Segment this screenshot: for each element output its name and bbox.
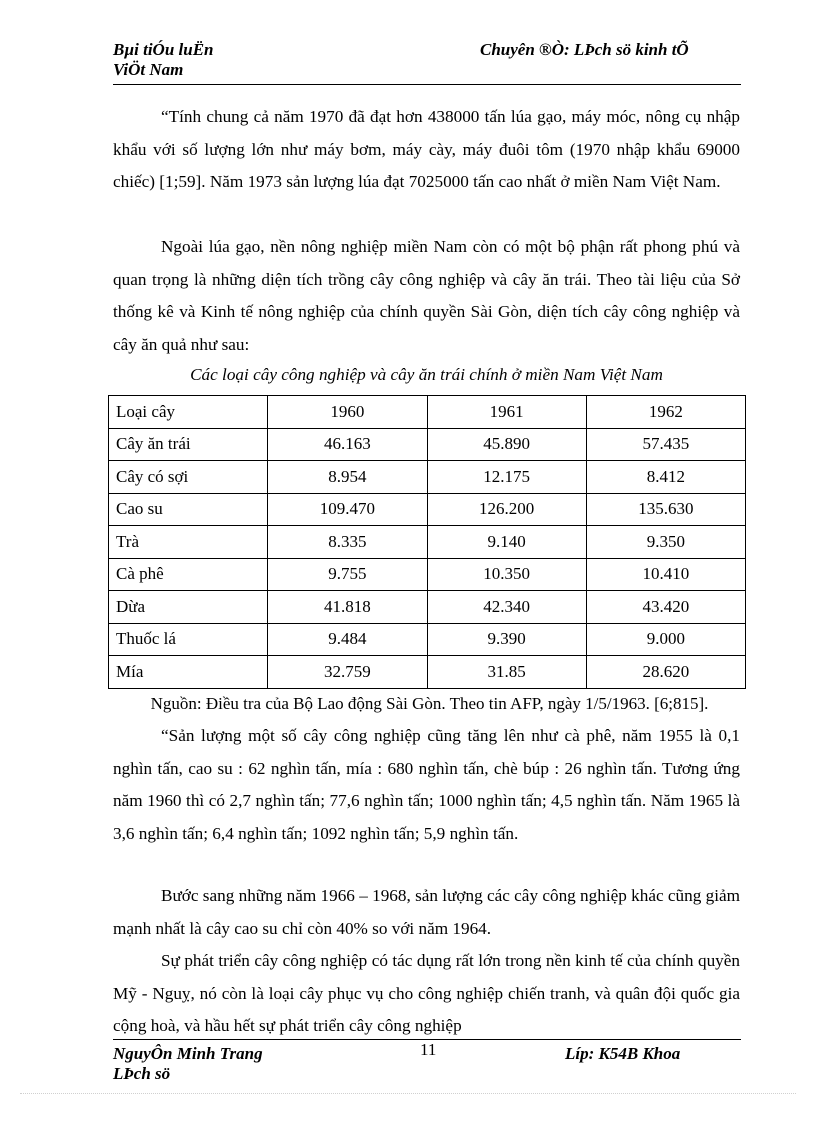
table-cell: Cao su bbox=[109, 493, 268, 526]
table-cell: 32.759 bbox=[268, 656, 427, 689]
table-cell: 46.163 bbox=[268, 428, 427, 461]
table-cell: 45.890 bbox=[427, 428, 586, 461]
table-header-row bbox=[109, 396, 746, 429]
table-cell: 28.620 bbox=[586, 656, 745, 689]
table-cell: 109.470 bbox=[268, 493, 427, 526]
table-cell: 135.630 bbox=[586, 493, 745, 526]
header-right: Chuyên ®Ò: LÞch sö kinh tÕ bbox=[480, 40, 689, 59]
paragraph-4: Bước sang những năm 1966 – 1968, sản lượng các cây công nghiệp khác cũng giảm mạnh nhất là cây cao su chỉ còn 40% so với năm 1964. bbox=[113, 886, 740, 938]
table-cell: 43.420 bbox=[586, 591, 745, 624]
table-cell: 12.175 bbox=[427, 461, 586, 494]
table-cell: 8.412 bbox=[586, 461, 745, 494]
table-cell: Cà phê bbox=[109, 558, 268, 591]
table-cell: 31.85 bbox=[427, 656, 586, 689]
table-header-cell: 1962 bbox=[586, 396, 745, 429]
footer-class: Líp: K54B Khoa bbox=[565, 1044, 681, 1063]
header-left-line1: Bµi tiÓu luËn bbox=[113, 40, 214, 59]
table-header-cell: Loại cây bbox=[109, 396, 268, 429]
table-header-cell: 1961 bbox=[427, 396, 586, 429]
crop-area-table bbox=[108, 395, 746, 689]
table-cell: 9.140 bbox=[427, 526, 586, 559]
footer-left bbox=[113, 1044, 263, 1084]
table-cell: Dừa bbox=[109, 591, 268, 624]
table-cell: 9.000 bbox=[586, 623, 745, 656]
table-row bbox=[109, 493, 746, 526]
table-cell: 9.350 bbox=[586, 526, 745, 559]
table-row bbox=[109, 461, 746, 494]
footer-subject: LÞch sö bbox=[113, 1064, 171, 1083]
paragraph-5: Sự phát triển cây công nghiệp có tác dụng rất lớn trong nền kinh tế của chính quyền Mỹ - Nguỵ, nó còn là loại cây phục vụ cho công nghiệp chiến tranh, và quân đội quốc gia cộng hoà, và hầu hết sự phát triển cây công nghiệp bbox=[113, 951, 740, 1035]
table-cell: 41.818 bbox=[268, 591, 427, 624]
table-caption: Các loại cây công nghiệp và cây ăn trái chính ở miền Nam Việt Nam bbox=[190, 365, 663, 384]
table-row bbox=[109, 623, 746, 656]
table-cell: 10.410 bbox=[586, 558, 745, 591]
page-bottom-border bbox=[20, 1093, 796, 1094]
table-cell: Cây có sợi bbox=[109, 461, 268, 494]
header-left-line2: ViÖt Nam bbox=[113, 60, 184, 79]
table-row bbox=[109, 558, 746, 591]
page-number: 11 bbox=[420, 1040, 437, 1059]
footer-author: NguyÔn Minh Trang bbox=[113, 1044, 263, 1063]
paragraph-1: “Tính chung cả năm 1970 đã đạt hơn 438000 tấn lúa gạo, máy móc, nông cụ nhập khẩu với số lượng lớn như máy bơm, máy cày, máy đuôi tôm (1970 nhập khẩu 69000 chiếc) [1;59]. Năm 1973 sản lượng lúa đạt 7025000 tấn cao nhất ở miền Nam Việt Nam. bbox=[113, 107, 740, 191]
table-cell: Cây ăn trái bbox=[109, 428, 268, 461]
table-cell: Thuốc lá bbox=[109, 623, 268, 656]
table-cell: 126.200 bbox=[427, 493, 586, 526]
table-cell: 9.755 bbox=[268, 558, 427, 591]
table-row bbox=[109, 656, 746, 689]
table-cell: 57.435 bbox=[586, 428, 745, 461]
paragraph-2: Ngoài lúa gạo, nền nông nghiệp miền Nam còn có một bộ phận rất phong phú và quan trọng là những diện tích trồng cây công nghiệp và cây ăn trái. Theo tài liệu của Sở thống kê và Kinh tế nông nghiệp của chính quyền Sài Gòn, diện tích cây công nghiệp và cây ăn quả như sau: bbox=[113, 237, 740, 354]
table-row bbox=[109, 526, 746, 559]
table-cell: 9.484 bbox=[268, 623, 427, 656]
table-cell: 9.390 bbox=[427, 623, 586, 656]
paragraph-3: “Sản lượng một số cây công nghiệp cũng tăng lên như cà phê, năm 1955 là 0,1 nghìn tấn, cao su : 62 nghìn tấn, mía : 680 nghìn tấn, chè búp : 26 nghìn tấn. Tương ứng năm 1960 thì có 2,7 nghìn tấn; 77,6 nghìn tấn; 1000 nghìn tấn; 4,5 nghìn tấn. Năm 1965 là 3,6 nghìn tấn; 6,4 nghìn tấn; 1092 nghìn tấn; 5,9 nghìn tấn. bbox=[113, 726, 740, 843]
header-divider bbox=[113, 84, 741, 85]
table-cell: Mía bbox=[109, 656, 268, 689]
table-cell: 42.340 bbox=[427, 591, 586, 624]
table-cell: 10.350 bbox=[427, 558, 586, 591]
table-cell: 8.954 bbox=[268, 461, 427, 494]
table-row bbox=[109, 591, 746, 624]
table-header-cell: 1960 bbox=[268, 396, 427, 429]
header-left bbox=[113, 40, 214, 80]
table-row bbox=[109, 428, 746, 461]
table-cell: Trà bbox=[109, 526, 268, 559]
table-cell: 8.335 bbox=[268, 526, 427, 559]
table-source: Nguồn: Điều tra của Bộ Lao động Sài Gòn. Theo tin AFP, ngày 1/5/1963. [6;815]. bbox=[150, 694, 709, 713]
